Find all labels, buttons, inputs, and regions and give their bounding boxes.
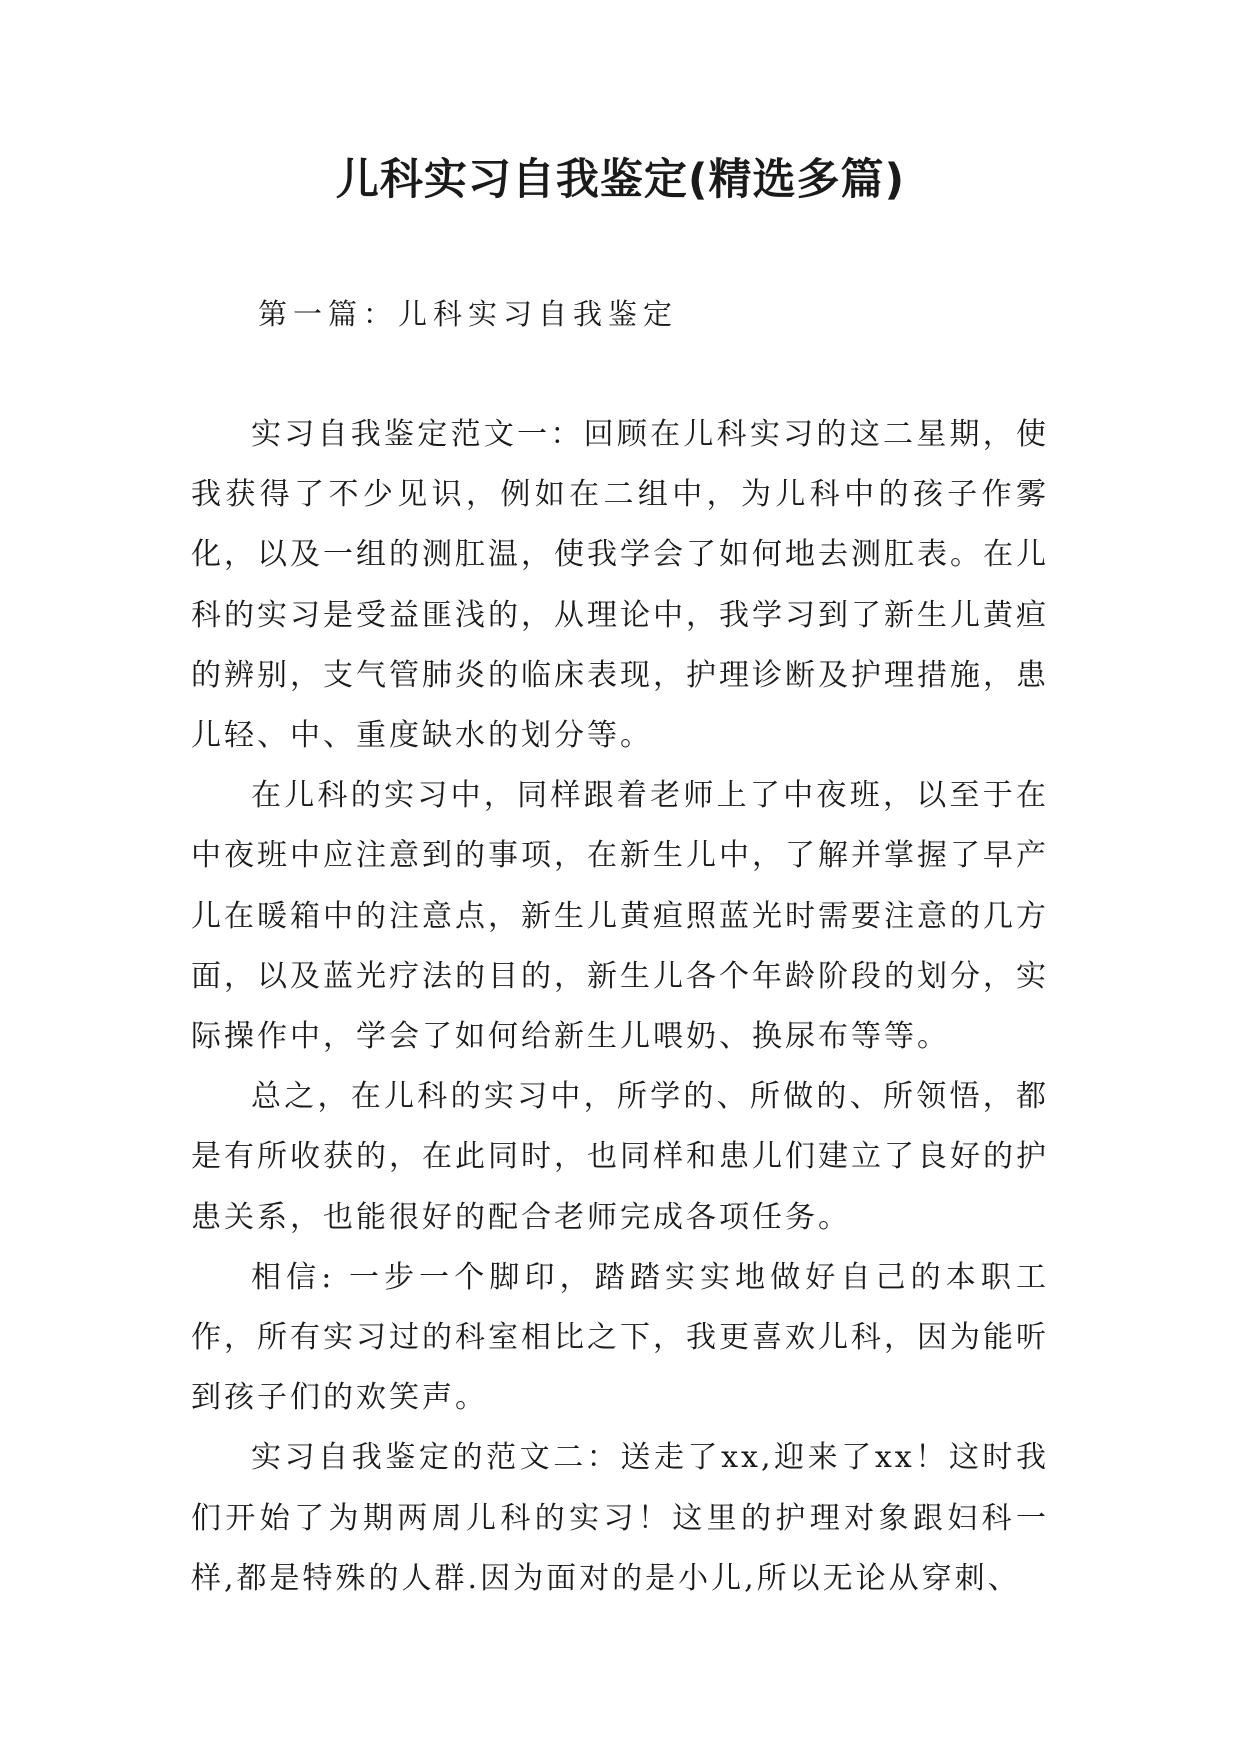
paragraph-3: 总之，在儿科的实习中，所学的、所做的、所领悟，都是有所收获的，在此同时，也同样和患儿们建立了良好的护患关系，也能很好的配合老师完成各项任务。 bbox=[191, 1079, 1049, 1235]
section-heading: 第一篇：儿科实习自我鉴定 bbox=[258, 297, 679, 331]
document-title: 儿科实习自我鉴定(精选多篇) bbox=[335, 155, 906, 205]
document-body bbox=[191, 405, 1049, 1609]
paragraph-2: 在儿科的实习中，同样跟着老师上了中夜班，以至于在中夜班中应注意到的事项，在新生儿中，了解并掌握了早产儿在暖箱中的注意点，新生儿黄疸照蓝光时需要注意的几方面，以及蓝光疗法的目的，新生儿各个年龄阶段的划分，实际操作中，学会了如何给新生儿喂奶、换尿布等等。 bbox=[191, 778, 1049, 1055]
paragraph-1: 实习自我鉴定范文一：回顾在儿科实习的这二星期，使我获得了不少见识，例如在二组中，为儿科中的孩子作雾化，以及一组的测肛温，使我学会了如何地去测肛表。在儿科的实习是受益匪浅的，从理论中，我学习到了新生儿黄疸的辨别，支气管肺炎的临床表现，护理诊断及护理措施，患儿轻、中、重度缺水的划分等。 bbox=[191, 417, 1049, 754]
paragraph-5: 实习自我鉴定的范文二：送走了xx,迎来了xx！这时我们开始了为期两周儿科的实习！这里的护理对象跟妇科一样,都是特殊的人群.因为面对的是小儿,所以无论从穿刺、 bbox=[191, 1440, 1049, 1596]
paragraph-4: 相信: 一步一个脚印，踏踏实实地做好自己的本职工作，所有实习过的科室相比之下，我更喜欢儿科，因为能听到孩子们的欢笑声。 bbox=[191, 1259, 1049, 1416]
